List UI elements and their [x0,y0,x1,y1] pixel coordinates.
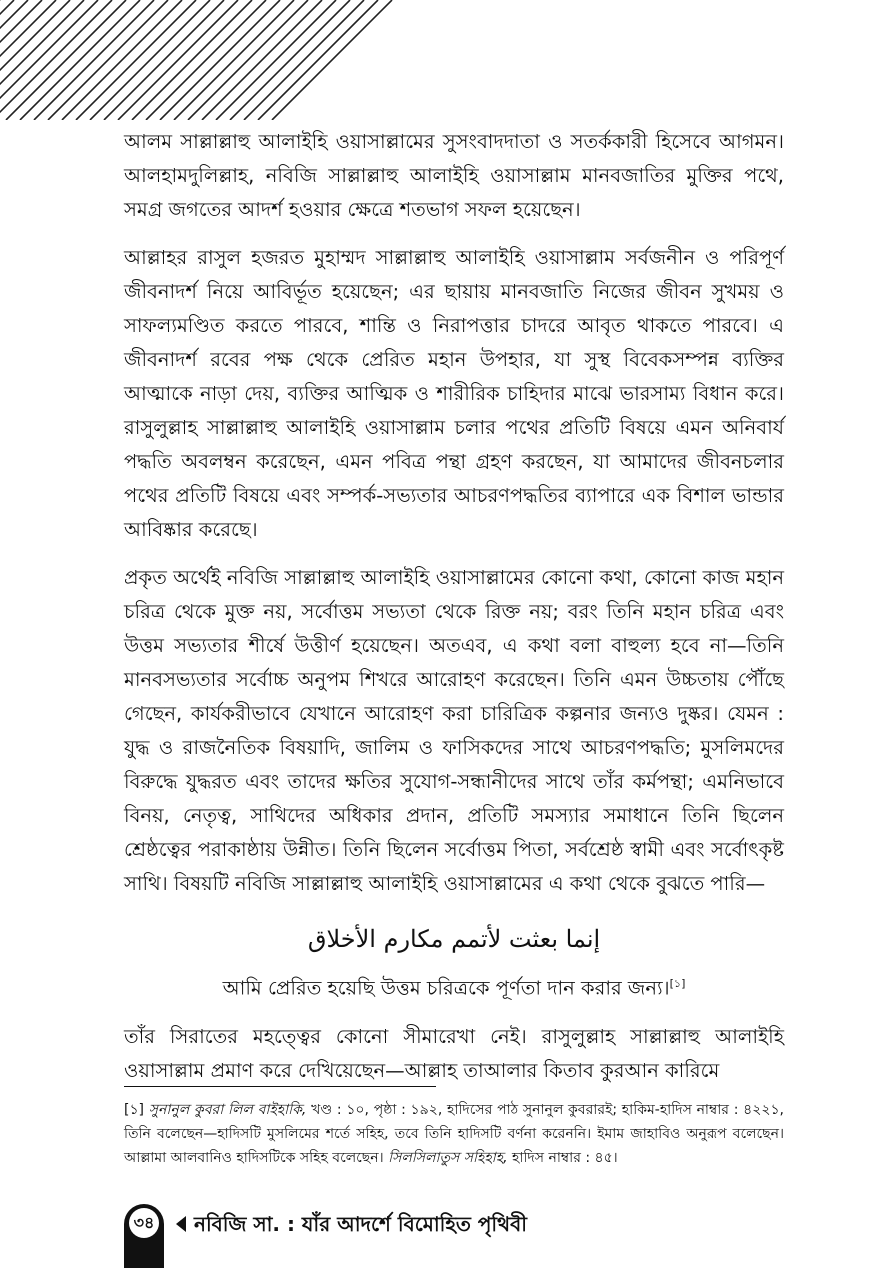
left-triangle-icon [176,1216,186,1232]
footnote-reference: [১] [669,977,686,990]
hatch-line [0,0,14,120]
hatch-line [0,0,56,120]
page-body [124,125,784,1102]
paragraph-3: প্রকৃত অর্থেই নবিজি সাল্লাল্লাহু আলাইহি ওয়াসাল্লামের কোনো কথা, কোনো কাজ মহান চরিত্র থেকে মুক্ত নয়, সর্বোত্তম সভ্যতা থেকে রিক্ত নয়; বরং তিনি মহান চরিত্র এবং উত্তম সভ্যতার শীর্ষে উত্তীর্ণ হয়েছেন। অতএব, এ কথা বলা বাহুল্য হবে না—তিনি মানবসভ্যতার সর্বোচ্চ অনুপম শিখরে আরোহণ করেছেন। তিনি এমন উচ্চতায় পৌঁছে গেছেন, কার্যকরীভাবে যেখানে আরোহণ করা চারিত্রিক কল্পনার জন্যও দুষ্কর। যেমন : যুদ্ধ ও রাজনৈতিক বিষয়াদি, জালিম ও ফাসিকদের সাথে আচরণপদ্ধতি; মুসলিমদের বিরুদ্ধে যুদ্ধরত এবং তাদের ক্ষতির সুযোগ-সন্ধানীদের সাথে তাঁর কর্মপন্থা; এমনিভাবে বিনয়, নেতৃত্ব, সাথিদের অধিকার প্রদান, প্রতিটি সমস্যার সমাধানে তিনি ছিলেন শ্রেষ্ঠত্বের পরাকাষ্ঠায় উন্নীত। তিনি ছিলেন সর্বোত্তম পিতা, সর্বশ্রেষ্ঠ স্বামী এবং সর্বোৎকৃষ্ট সাথি। বিষয়টি নবিজি সাল্লাল্লাহু আলাইহি ওয়াসাল্লামের এ কথা থেকে বুঝতে পারি— [124,566,784,895]
footnote-marker: [১] [124,1102,145,1118]
hadith-translation [124,967,784,1006]
paragraph-1: আলম সাল্লাল্লাহু আলাইহি ওয়াসাল্লামের সুসংবাদদাতা ও সতর্ককারী হিসেবে আগমন। আলহামদুলিল্লাহ, নবিজি সাল্লাল্লাহু আলাইহি ওয়াসাল্লাম মানবজাতির মুক্তির পথে, সমগ্র জগতের আদর্শ হওয়ার ক্ষেত্রে শতভাগ সফল হয়েছেন। [124,130,784,221]
paragraph-4: তাঁর সিরাতের মহত্ত্বের কোনো সীমারেখা নেই। রাসুলুল্লাহ সাল্লাল্লাহু আলাইহি ওয়াসাল্লাম প্রমাণ করে দেখিয়েছেন—আল্লাহ তাআলার কিতাব কুরআন কারিমে [124,1024,784,1082]
hatch-line [0,0,98,120]
footnote-divider [124,1086,436,1087]
arabic-hadith-quote: إنما بعثت لأتمم مكارم الأخلاق [307,925,601,953]
hatch-line [0,0,42,120]
footnote-text-2: হাদিস নাম্বার : ৪৫। [507,1150,618,1166]
hatch-line [0,0,84,120]
footnote-source-1: সুনানুল কুবরা লিল বাইহাকি, [148,1102,307,1118]
translation-text: আমি প্রেরিত হয়েছি উত্তম চরিত্রকে পূর্ণতা দান করার জন্য। [222,976,670,1000]
decorative-hatch-pattern [0,0,400,120]
hatch-line [0,0,112,120]
paragraph-2: আল্লাহর রাসুল হজরত মুহাম্মদ সাল্লাল্লাহু আলাইহি ওয়াসাল্লাম সর্বজনীন ও পরিপূর্ণ জীবনাদর্শ নিয়ে আবির্ভূত হয়েছেন; এর ছায়ায় মানবজাতি নিজের জীবন সুখময় ও সাফল্যমণ্ডিত করতে পারবে, শান্তি ও নিরাপত্তার চাদরে আবৃত থাকতে পারবে। এ জীবনাদর্শ রবের পক্ষ থেকে প্রেরিত মহান উপহার, যা সুস্থ বিবেকসম্পন্ন ব্যক্তির আত্মাকে নাড়া দেয়, ব্যক্তির আত্মিক ও শারীরিক চাহিদার মাঝে ভারসাম্য বিধান করে। রাসুলুল্লাহ সাল্লাল্লাহু আলাইহি ওয়াসাল্লাম চলার পথের প্রতিটি বিষয়ে এমন অনিবার্য পদ্ধতি অবলম্বন করেছেন, এমন পবিত্র পন্থা গ্রহণ করছেন, যা আমাদের জীবনচলার পথের প্রতিটি বিষয়ে এবং সম্পর্ক-সভ্যতার আচরণপদ্ধতির ব্যাপারে এক বিশাল ভান্ডার আবিষ্কার করেছে। [124,246,784,541]
footnote-text-1: খণ্ড : ১০, পৃষ্ঠা : ১৯২, হাদিসের পাঠ সুনানুল কুবরারই; হাকিম-হাদিস নাম্বার : ৪২২১, তিনি বলেছেন—হাদিসটি মুসলিমের শর্তে সহিহ, তবে তিনি হাদিসটি বর্ণনা করেননি। ইমাম জাহাবিও অনুরূপ বলেছেন। আল্লামা আলবানিও হাদিসটিকে সহিহ বলেছেন। [124,1102,784,1166]
page-footer [124,1204,784,1244]
footnote-source-2: সিলসিলাতুস সহিহাহ, [388,1150,508,1166]
page-number-tab [124,1204,164,1268]
page-number: ৩৪ [129,1208,159,1238]
book-title: নবিজি সা. : যাঁর আদর্শে বিমোহিত পৃথিবী [194,1212,527,1236]
footnote [124,1098,784,1170]
